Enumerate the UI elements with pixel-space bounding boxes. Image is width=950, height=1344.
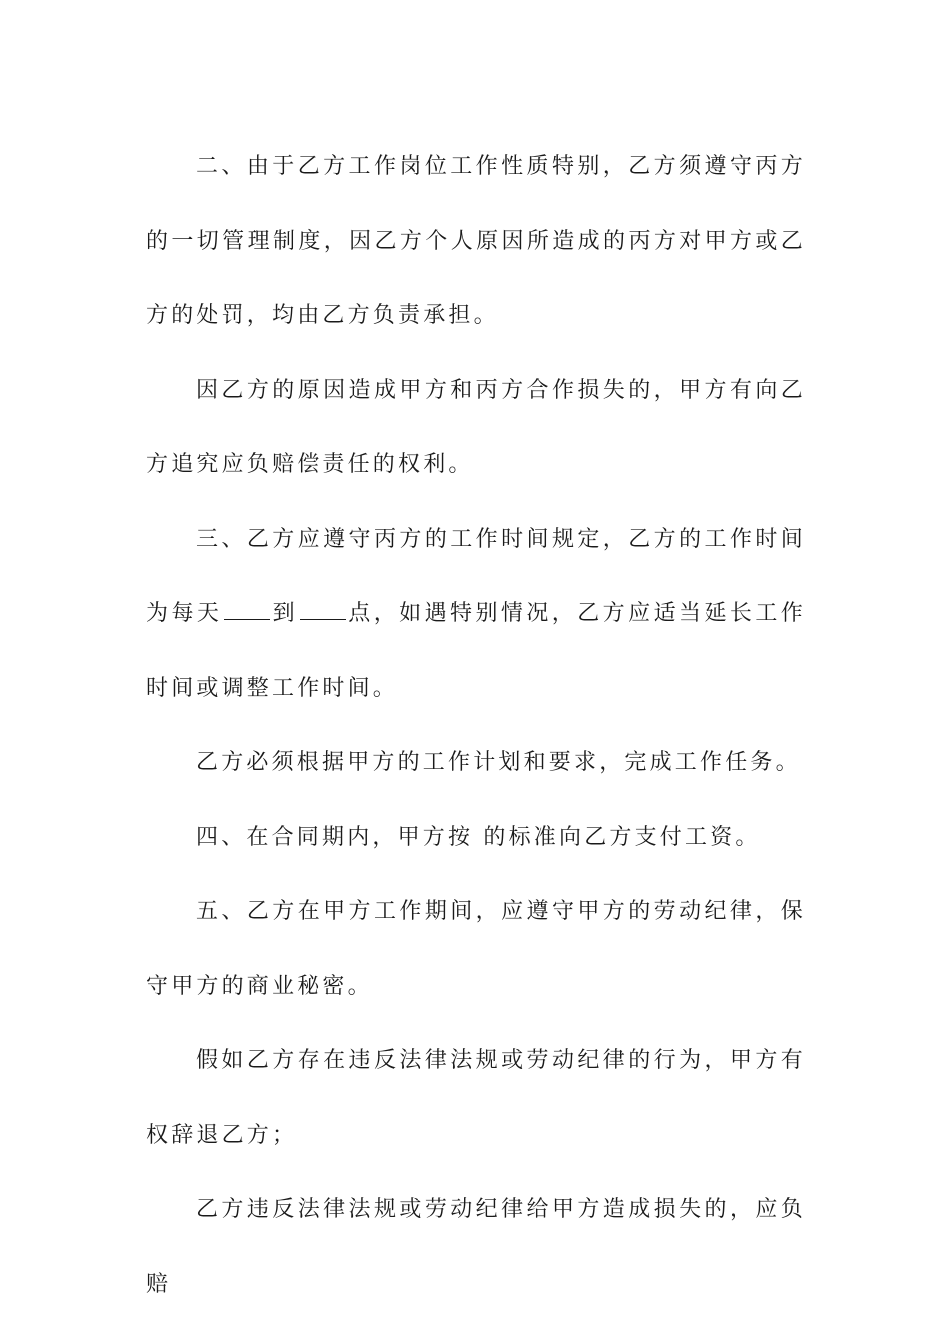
start-time-blank [224, 599, 270, 620]
paragraph-clause-2: 二、由于乙方工作岗位工作性质特别，乙方须遵守丙方的一切管理制度，因乙方个人原因所造成的丙方对甲方或乙方的处罚，均由乙方负责承担。 [146, 154, 806, 328]
clause-3-text-c: 点，如遇特别情况，乙方应适当延长工作时间或调整工作时间。 [146, 601, 806, 701]
paragraph-clause-3 [146, 503, 806, 727]
document-body [146, 130, 806, 1322]
paragraph-clause-3-tasks: 乙方必须根据甲方的工作计划和要求，完成工作任务。 [196, 750, 801, 775]
paragraph-clause-5: 五、乙方在甲方工作期间，应遵守甲方的劳动纪律，保守甲方的商业秘密。 [146, 899, 806, 999]
clause-3-text-b: 到 [272, 601, 299, 626]
end-time-blank [300, 599, 346, 620]
clause-3-text-a: 三、乙方应遵守丙方的工作时间规定，乙方的工作时间为每天 [146, 526, 806, 626]
paragraph-clause-4: 四、在合同期内，甲方按 的标准向乙方支付工资。 [196, 824, 761, 850]
paragraph-clause-2-liability: 因乙方的原因造成甲方和丙方合作损失的，甲方有向乙方追究应负赔偿责任的权利。 [146, 377, 806, 477]
paragraph-clause-5-dismissal: 假如乙方存在违反法律法规或劳动纪律的行为，甲方有权辞退乙方； [146, 1048, 806, 1148]
paragraph-clause-5-compensation: 乙方违反法律法规或劳动纪律给甲方造成损失的，应负赔 [146, 1197, 806, 1297]
